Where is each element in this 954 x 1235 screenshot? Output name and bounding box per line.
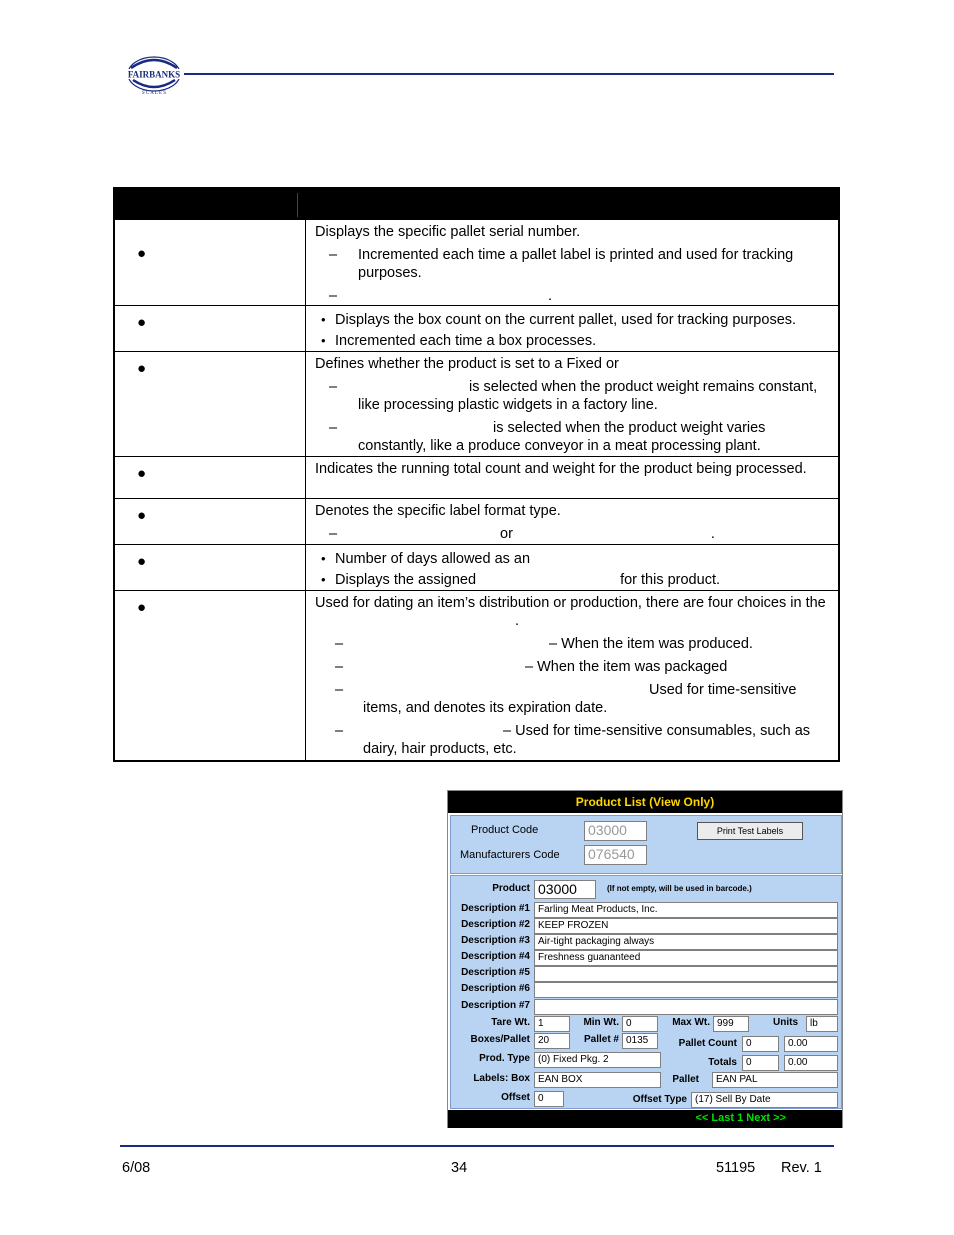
units-field[interactable]: lb xyxy=(806,1016,838,1032)
row-bullet: ● xyxy=(137,553,147,570)
table-row: ● • Number of days allowed as an • Displays the assigned for this product. xyxy=(115,544,838,590)
row-dash-text: – When the item was produced. xyxy=(549,636,753,652)
offset-label: Offset xyxy=(501,1092,530,1103)
product-list-panel xyxy=(447,790,843,1128)
units-label: Units xyxy=(773,1017,798,1028)
footer-doc-number: 51195 xyxy=(716,1160,756,1176)
offset-type-label: Offset Type xyxy=(632,1094,687,1105)
row-text-end: . xyxy=(515,613,520,629)
offset-field[interactable]: 0 xyxy=(534,1091,564,1107)
tare-weight-field[interactable]: 1 xyxy=(534,1016,570,1032)
table-row: ● Defines whether the product is set to a Fixed or – is selected when the product weight remains constant, like processing plastic widgets in a factory line. – is selected when the product weight varies constantly, like a produce conveyor in a meat processing plant. xyxy=(115,351,838,456)
table-row: ● • Displays the box count on the current pallet, used for tracking purposes. • Incremented each time a box processes. xyxy=(115,305,838,351)
row-dash-text: is selected when the product weight remains constant, like processing plastic widgets in a factory line. xyxy=(358,379,818,413)
description-6-label: Description #6 xyxy=(461,983,530,994)
row-bullet: ● xyxy=(137,314,147,331)
panel-top-section xyxy=(450,815,842,874)
min-weight-label: Min Wt. xyxy=(583,1017,619,1028)
table-row: ● Denotes the specific label format type. – or . xyxy=(115,498,838,544)
row-bullet: ● xyxy=(137,245,147,262)
table-row: ● Used for dating an item’s distribution or production, there are four choices in the. – – When the item was produced. – – When the item was packaged – Used for time-sensitive items, and denotes its expiration date. – – Used for time-sensitive consumables, such as dairy, hair products, etc. xyxy=(115,590,838,762)
table-row xyxy=(115,456,838,498)
footer-date: 6/08 xyxy=(122,1160,151,1176)
panel-footer xyxy=(448,1110,842,1128)
field-description-table xyxy=(113,187,840,762)
product-field[interactable]: 03000 xyxy=(534,880,596,899)
row-bullet: ● xyxy=(137,507,147,524)
row-text: Defines whether the product is set to a Fixed or xyxy=(315,356,619,372)
row-dash-text: – Used for time-sensitive consumables, such as dairy, hair products, etc. xyxy=(363,723,811,757)
labels-box-label: Labels: Box xyxy=(473,1073,530,1084)
totals-count-field[interactable]: 0 xyxy=(742,1055,779,1071)
boxes-per-pallet-label: Boxes/Pallet xyxy=(470,1034,530,1045)
row-dash-end: . xyxy=(710,526,715,542)
description-2-label: Description #2 xyxy=(461,919,530,930)
row-dash-or: or xyxy=(500,526,513,542)
description-7-field[interactable] xyxy=(534,999,838,1015)
product-label: Product xyxy=(492,883,530,894)
tare-weight-label: Tare Wt. xyxy=(491,1017,530,1028)
table-row: ● Displays the specific pallet serial number. – Incremented each time a pallet label is printed and used for tracking purposes. – . xyxy=(115,219,838,305)
row-bullet-text: Displays the box count on the current pallet, used for tracking purposes. xyxy=(335,312,797,328)
row-bullet: ● xyxy=(137,360,147,377)
row-text: Displays the specific pallet serial number. xyxy=(315,224,581,240)
table-header xyxy=(115,189,838,219)
row-bullet-text: Displays the assigned xyxy=(335,572,477,588)
max-weight-field[interactable]: 999 xyxy=(713,1016,749,1032)
pallet-count-field[interactable]: 0 xyxy=(742,1036,779,1052)
record-navigation[interactable]: << Last 1 Next >> xyxy=(695,1112,786,1124)
footer-rule xyxy=(120,1145,834,1147)
description-2-field[interactable]: KEEP FROZEN xyxy=(534,918,838,934)
row-bullet: ● xyxy=(137,465,147,482)
footer-revision: Rev. 1 xyxy=(781,1160,822,1176)
product-type-field[interactable]: (0) Fixed Pkg. 2 xyxy=(534,1052,661,1068)
row-bullet: ● xyxy=(137,599,147,616)
row-text: Used for dating an item’s distribution or production, there are four choices in the xyxy=(315,595,826,611)
product-code-label: Product Code xyxy=(471,824,539,836)
row-text: Indicates the running total count and weight for the product being processed. xyxy=(315,461,807,477)
row-bullet-text: Number of days allowed as an xyxy=(335,551,531,567)
pallet-count-label: Pallet Count xyxy=(678,1038,737,1049)
description-6-field[interactable] xyxy=(534,982,838,998)
manufacturers-code-label: Manufacturers Code xyxy=(460,849,560,861)
description-4-field[interactable]: Freshness guananteed xyxy=(534,950,838,966)
pallet-count-weight-field[interactable]: 0.00 xyxy=(784,1036,838,1052)
panel-main-section xyxy=(450,875,842,1109)
description-7-label: Description #7 xyxy=(461,1000,530,1011)
product-code-field[interactable]: 03000 xyxy=(584,821,647,841)
product-note: (If not empty, will be used in barcode.) xyxy=(607,884,752,893)
row-bullet-text: Incremented each time a box processes. xyxy=(335,333,597,349)
description-5-label: Description #5 xyxy=(461,967,530,978)
description-3-field[interactable]: Air-tight packaging always xyxy=(534,934,838,950)
print-test-labels-button[interactable]: Print Test Labels xyxy=(697,822,803,840)
row-text: Denotes the specific label format type. xyxy=(315,503,561,519)
description-1-field[interactable]: Farling Meat Products, Inc. xyxy=(534,902,838,918)
pallet-label: Pallet xyxy=(672,1074,699,1085)
row-dash-text: is selected when the product weight varies constantly, like a produce conveyor in a meat processing plant. xyxy=(358,420,766,454)
manufacturers-code-field[interactable]: 076540 xyxy=(584,845,647,865)
header-rule xyxy=(184,73,834,75)
pallet-label-field[interactable]: EAN PAL xyxy=(712,1072,838,1088)
row-dash-text: – When the item was packaged xyxy=(525,659,728,675)
totals-weight-field[interactable]: 0.00 xyxy=(784,1055,838,1071)
offset-type-field[interactable]: (17) Sell By Date xyxy=(691,1092,838,1108)
row-bullet-tail: for this product. xyxy=(620,572,720,588)
svg-text:FAIRBANKS: FAIRBANKS xyxy=(127,69,181,80)
row-dash-text: Incremented each time a pallet label is printed and used for tracking purposes. xyxy=(358,247,794,281)
row-dash-text: Used for time-sensitive items, and denotes its expiration date. xyxy=(363,682,797,716)
row-dash-text: . xyxy=(548,288,553,304)
pallet-number-field[interactable]: 0135 xyxy=(622,1033,658,1049)
panel-title: Product List (View Only) xyxy=(448,791,842,813)
totals-label: Totals xyxy=(708,1057,737,1068)
description-5-field[interactable] xyxy=(534,966,838,982)
boxes-per-pallet-field[interactable]: 20 xyxy=(534,1033,570,1049)
min-weight-field[interactable]: 0 xyxy=(622,1016,658,1032)
product-type-label: Prod. Type xyxy=(479,1053,530,1064)
labels-box-field[interactable]: EAN BOX xyxy=(534,1072,661,1088)
description-1-label: Description #1 xyxy=(461,903,530,914)
svg-text:S C A L E S: S C A L E S xyxy=(141,91,167,96)
fairbanks-logo xyxy=(122,54,186,98)
description-3-label: Description #3 xyxy=(461,935,530,946)
description-4-label: Description #4 xyxy=(461,951,530,962)
pallet-number-label: Pallet # xyxy=(583,1034,619,1045)
max-weight-label: Max Wt. xyxy=(672,1017,710,1028)
footer-page-number: 34 xyxy=(451,1160,468,1176)
